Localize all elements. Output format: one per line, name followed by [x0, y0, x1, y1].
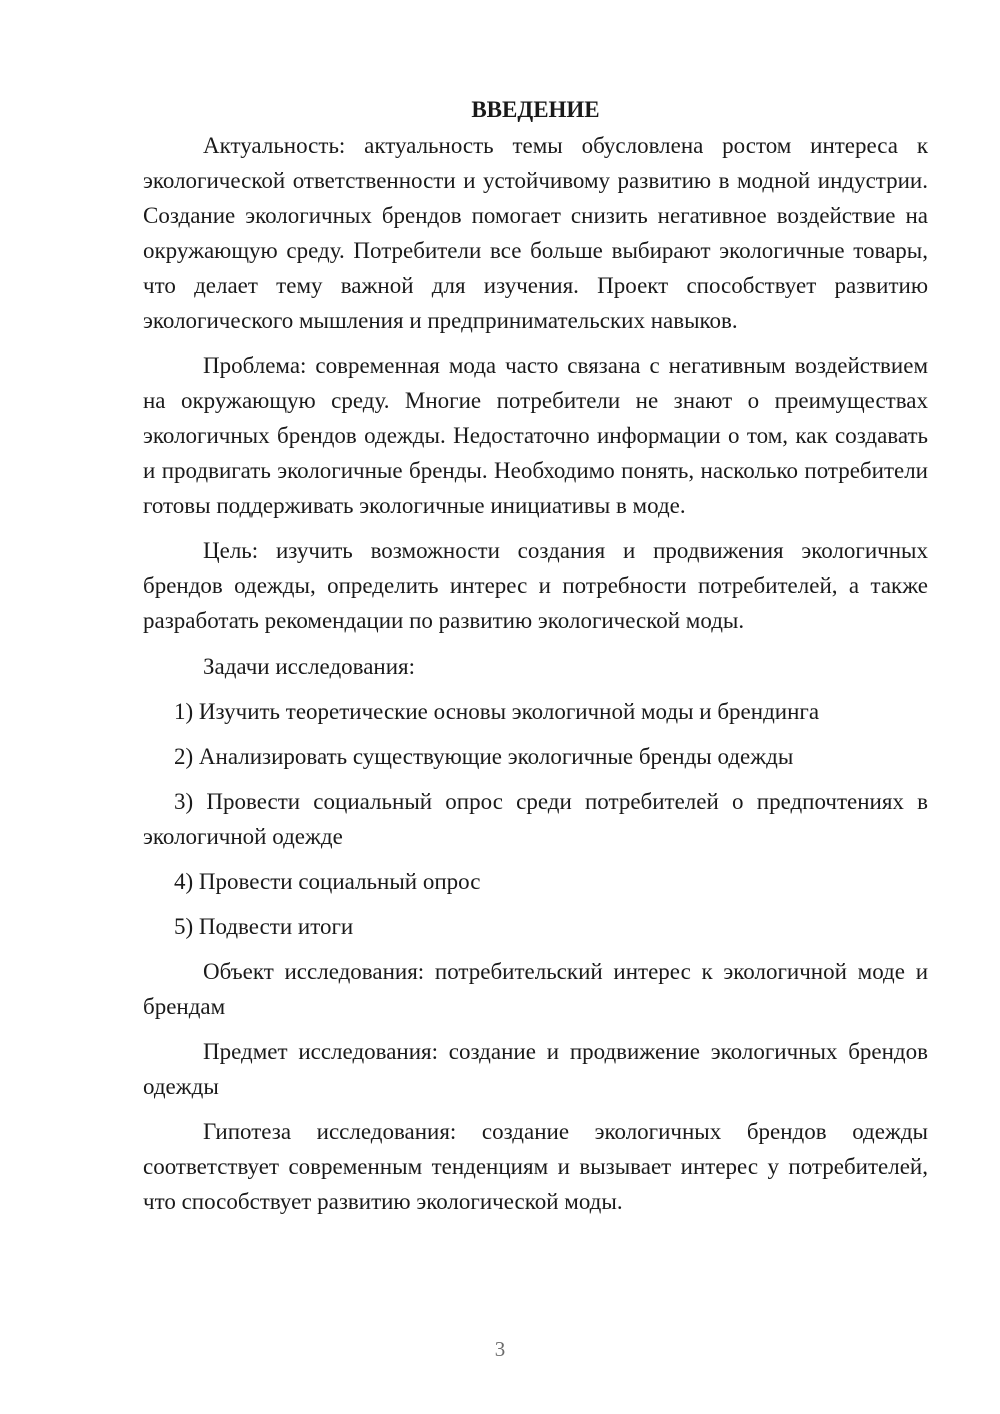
tasks-list — [143, 694, 928, 944]
subject-paragraph: Предмет исследования: создание и продвижение экологичных брендов одежды — [143, 1039, 928, 1099]
document-title: ВВЕДЕНИЕ — [471, 97, 600, 122]
document-page — [143, 92, 928, 1229]
problem-paragraph: Проблема: современная мода часто связана с негативным воздействием на окружающую среду. Многие потребители не знают о преимуществах экологичных брендов одежды. Недостаточно информации о том, как создавать и продвигать экологичные бренды. Необходимо понять, насколько потребители готовы поддерживать экологичные инициативы в моде. — [143, 353, 928, 518]
goal-paragraph: Цель: изучить возможности создания и продвижения экологичных брендов одежды, определить интерес и потребности потребителей, а также разработать рекомендации по развитию экологической моды. — [143, 538, 928, 633]
object-paragraph: Объект исследования: потребительский интерес к экологичной моде и брендам — [143, 959, 928, 1019]
task-item: 1) Изучить теоретические основы экологичной моды и брендинга — [174, 699, 820, 724]
task-item: 3) Провести социальный опрос среди потребителей о предпочтениях в экологичной одежде — [143, 789, 928, 849]
hypothesis-paragraph: Гипотеза исследования: создание экологичных брендов одежды соответствует современным тенденциям и вызывает интерес у потребителей, что способствует развитию экологической моды. — [143, 1119, 928, 1214]
tasks-heading: Задачи исследования: — [203, 654, 416, 679]
relevance-paragraph: Актуальность: актуальность темы обусловлена ростом интереса к экологической ответственности и устойчивому развитию в модной индустрии. Создание экологичных брендов помогает снизить негативное воздействие на окружающую среду. Потребители все больше выбирают экологичные товары, что делает тему важной для изучения. Проект способствует развитию экологического мышления и предпринимательских навыков. — [143, 133, 928, 333]
page-number: 3 — [494, 1337, 506, 1361]
task-item: 5) Подвести итоги — [174, 914, 354, 939]
task-item: 4) Провести социальный опрос — [174, 869, 481, 894]
task-item: 2) Анализировать существующие экологичные бренды одежды — [174, 744, 794, 769]
